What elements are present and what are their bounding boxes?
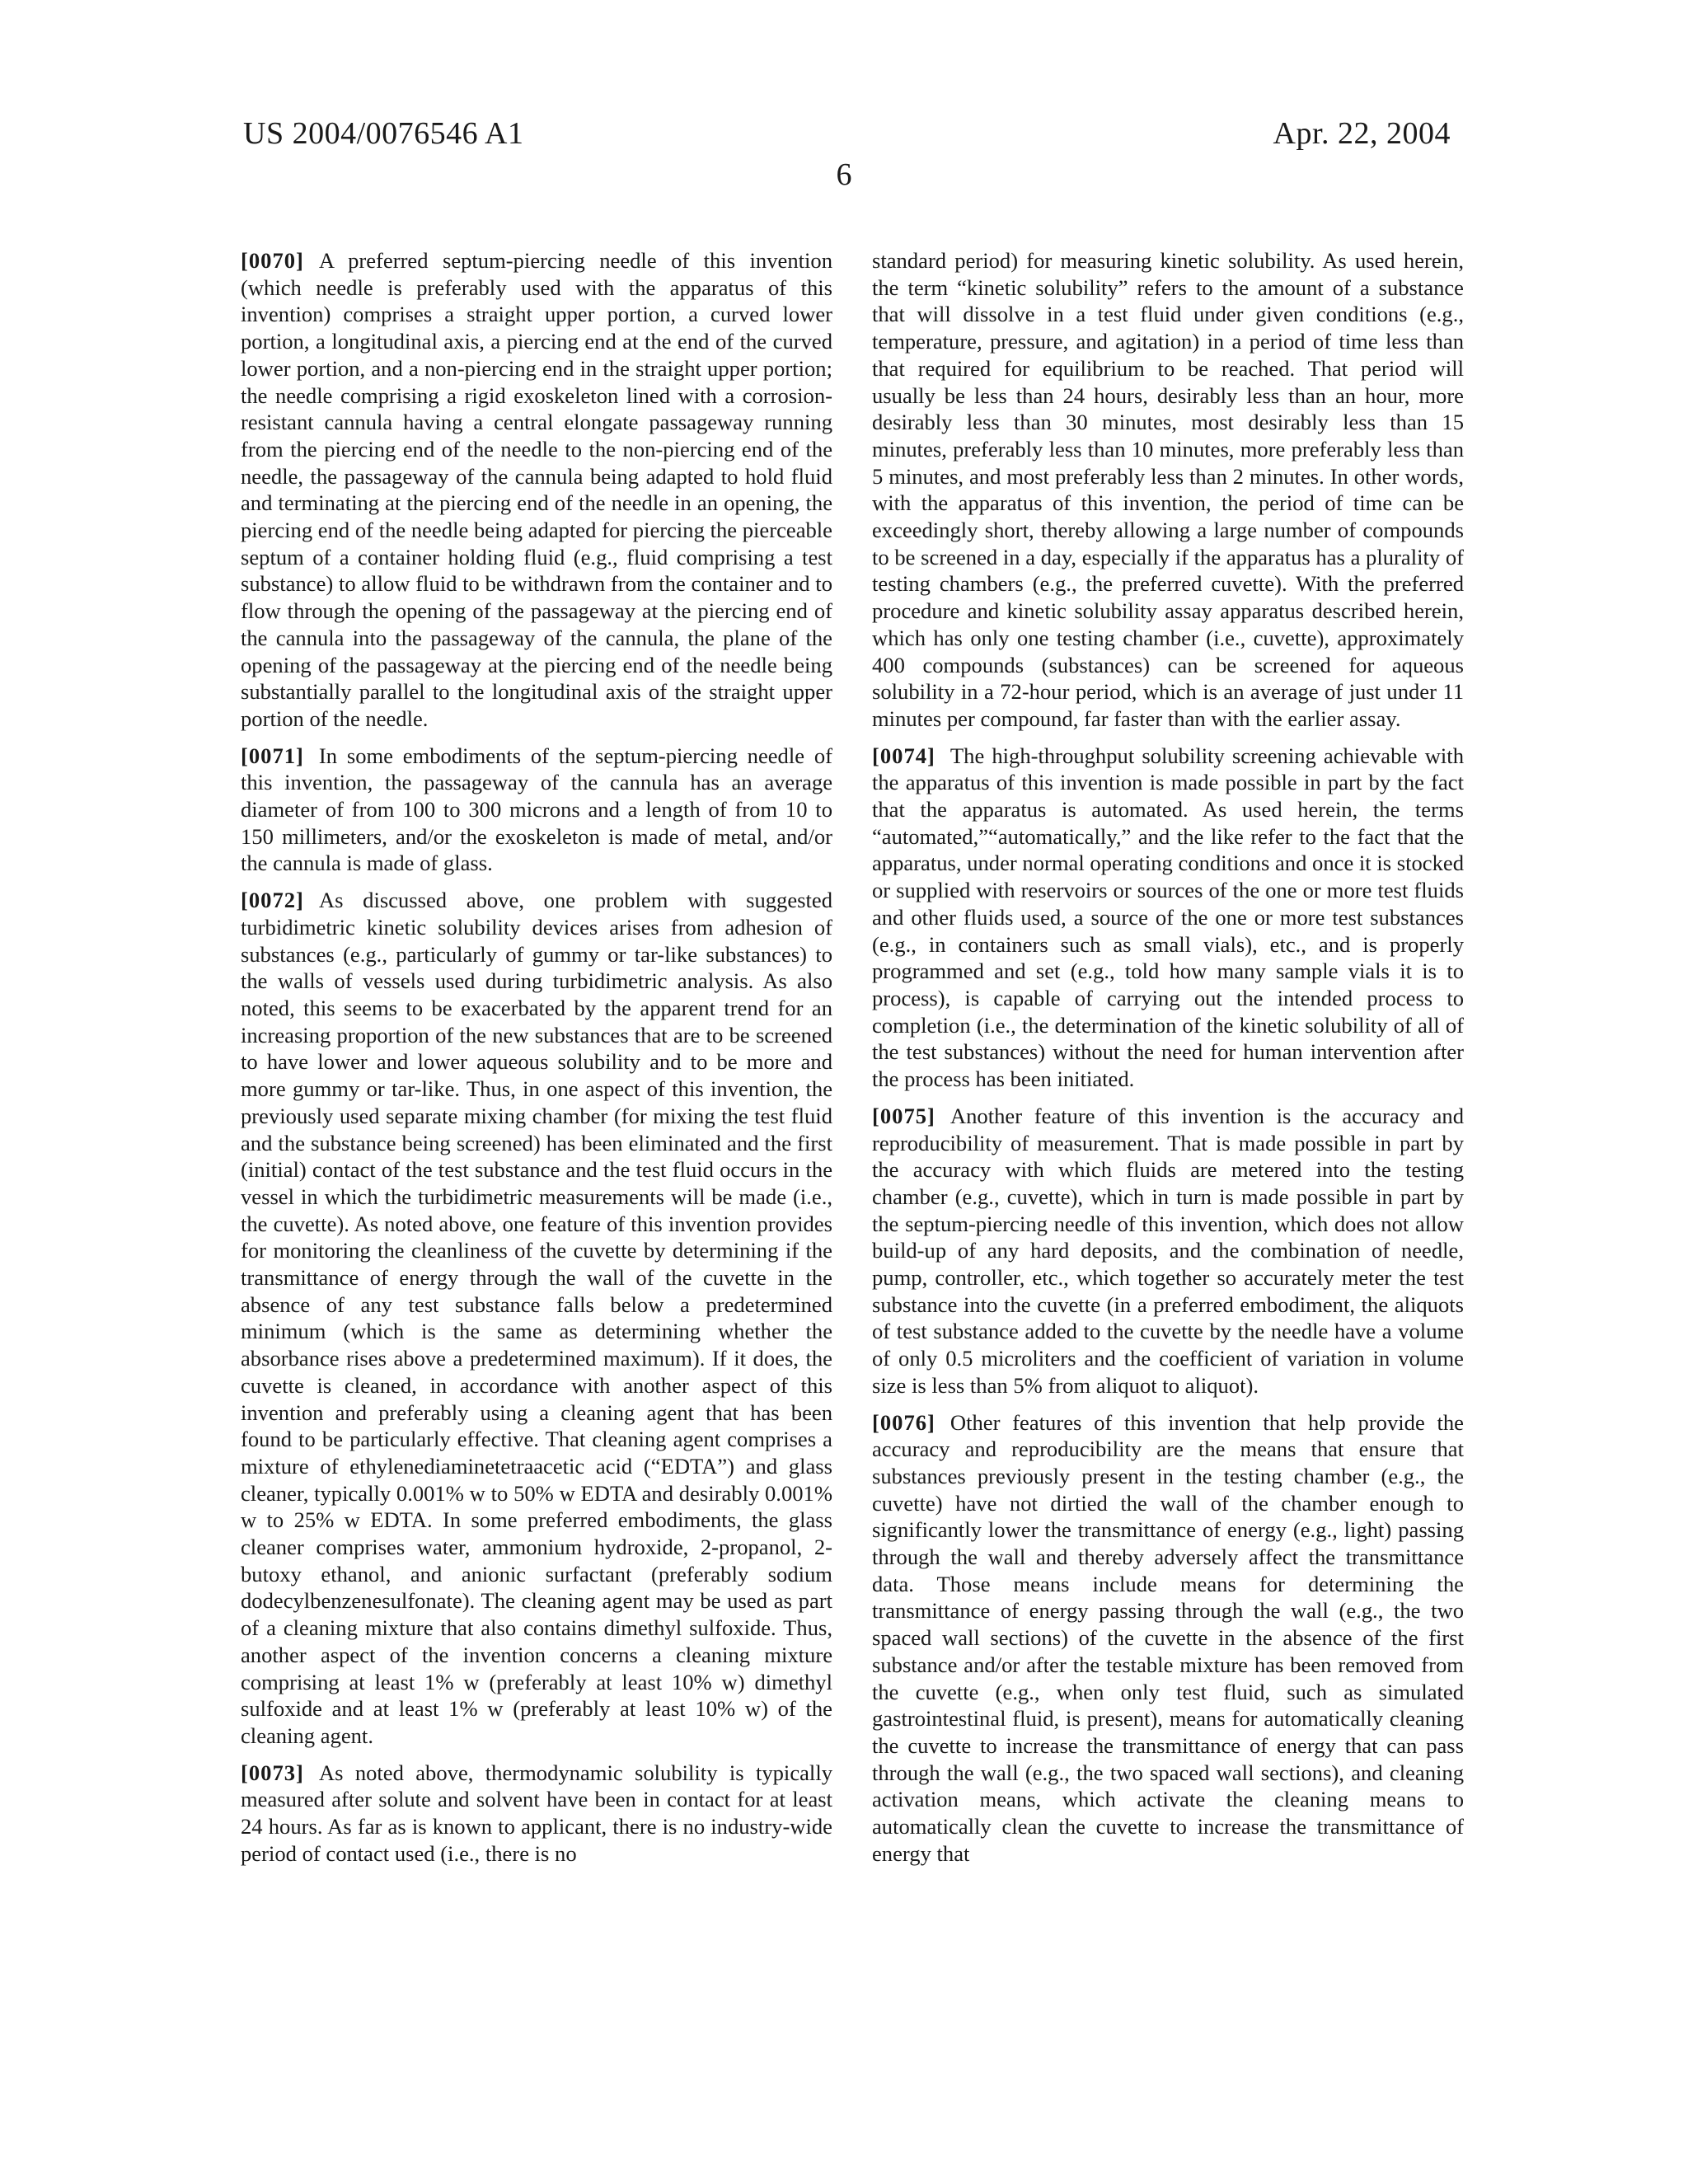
page-number: 6 (836, 157, 852, 192)
paragraph-0073-continued (872, 247, 1464, 733)
paragraph-0073 (241, 1760, 832, 1868)
paragraph-text: Other features of this invention that help provide the accuracy and reproducibility are the means that ensure that substances previously present in the testing chamber (e.g., the cuvette) have not dirtied the wall of the chamber enough to significantly lower the transmittance of energy (e.g., light) passing through the wall and thereby adversely affect the transmittance data. Those means include means for determining the transmittance of energy passing through the wall (e.g., the two spaced wall sections) of the cuvette in the absence of the first substance and/or after the testable mixture has been removed from the cuvette (e.g., when only test fluid, such as simulated gastrointestinal fluid, is present), means for automatically cleaning the cuvette to increase the transmittance of energy that can pass through the wall (e.g., the two spaced wall sections), and cleaning activation means, which activate the cleaning means to automatically clean the cuvette to increase the transmittance of energy that (872, 1409, 1464, 1866)
paragraph-number: [0071] (241, 743, 304, 768)
paragraph-number: [0076] (872, 1409, 935, 1435)
paragraph-number: [0074] (872, 743, 935, 768)
paragraph-number: [0070] (241, 248, 304, 273)
paragraph-text: The high-throughput solubility screening achievable with the apparatus of this invention is made possible in part by the fact that the apparatus is automated. As used herein, the terms “automated,”“automatically,” and the like refer to the fact that the apparatus, under normal operating conditions and once it is stocked or supplied with reservoirs or sources of the one or more test fluids and other fluids used, a source of the one or more test substances (e.g., in containers such as small vials), etc., and is properly programmed and set (e.g., told how many sample vials it is to process), is capable of carrying out the intended process to completion (i.e., the determination of the kinetic solubility of all of the test substances) without the need for human intervention after the process has been initiated. (872, 743, 1464, 1092)
paragraph-0072 (241, 887, 832, 1750)
paragraph-text: As noted above, thermodynamic solubility is typically measured after solute and solvent have been in contact for at least 24 hours. As far as is known to applicant, there is no industry-wide period of contact used (i.e., there is no (241, 1760, 832, 1866)
left-column (241, 247, 832, 1877)
paragraph-0075 (872, 1103, 1464, 1399)
paragraph-number: [0073] (241, 1760, 304, 1785)
paragraph-text: Another feature of this invention is the accuracy and reproducibility of measurement. That is made possible in part by the accuracy with which fluids are metered into the testing chamber (e.g., cuvette), which in turn is made possible in part by the septum-piercing needle of this invention, which does not allow build-up of any hard deposits, and the combination of needle, pump, controller, etc., which together so accurately meter the test substance into the cuvette (in a preferred embodiment, the aliquots of test substance added to the cuvette by the needle have a volume of only 0.5 microliters and the coefficient of variation in volume size is less than 5% from aliquot to aliquot). (872, 1103, 1464, 1398)
paragraph-text: A preferred septum-piercing needle of this invention (which needle is preferably used with the apparatus of this invention) comprises a straight upper portion, a curved lower portion, a longitudinal axis, a piercing end at the end of the curved lower portion, and a non-piercing end in the straight upper portion; the needle comprising a rigid exoskeleton lined with a corrosion-resistant cannula having a central elongate passageway running from the piercing end of the needle to the non-piercing end of the needle, the passageway of the cannula being adapted to hold fluid and terminating at the piercing end of the needle in an opening, the piercing end of the needle being adapted for piercing the pierceable septum of a container holding fluid (e.g., fluid comprising a test substance) to allow fluid to be withdrawn from the container and to flow through the opening of the passageway at the piercing end of the cannula into the passageway of the cannula, the plane of the opening of the passageway at the piercing end of the needle being substantially parallel to the longitudinal axis of the straight upper portion of the needle. (241, 248, 832, 731)
paragraph-text: As discussed above, one problem with suggested turbidimetric kinetic solubility devices arises from adhesion of substances (e.g., particularly of gummy or tar-like substances) to the walls of vessels used during turbidimetric analysis. As also noted, this seems to be exacerbated by the apparent trend for an increasing proportion of the new substances that are to be screened to have lower and lower aqueous solubility and to be more and more gummy or tar-like. Thus, in one aspect of this invention, the previously used separate mixing chamber (for mixing the test fluid and the substance being screened) has been eliminated and the first (initial) contact of the test substance and the test fluid occurs in the vessel in which the turbidimetric measurements will be made (i.e., the cuvette). As noted above, one feature of this invention provides for monitoring the cleanliness of the cuvette by determining if the transmittance of energy through the wall of the cuvette in the absence of any test substance falls below a predetermined minimum (which is the same as determining whether the absorbance rises above a predetermined maximum). If it does, the cuvette is cleaned, in accordance with another aspect of this invention and preferably using a cleaning agent that has been found to be particularly effective. That cleaning agent comprises a mixture of ethylenediaminetetraacetic acid (“EDTA”) and glass cleaner, typically 0.001% w to 50% w EDTA and desirably 0.001% w to 25% w EDTA. In some preferred embodiments, the glass cleaner comprises water, ammonium hydroxide, 2-propanol, 2-butoxy ethanol, and anionic surfactant (preferably sodium dodecylbenzenesulfonate). The cleaning agent may be used as part of a cleaning mixture that also contains dimethyl sulfoxide. Thus, another aspect of the invention concerns a cleaning mixture comprising at least 1% w (preferably at least 10% w) dimethyl sulfoxide and at least 1% w (preferably at least 10% w) of the cleaning agent. (241, 888, 832, 1748)
paragraph-0076 (872, 1409, 1464, 1868)
paragraph-text: standard period) for measuring kinetic solubility. As used herein, the term “kinetic solubility” refers to the amount of a substance that will dissolve in a test fluid under given conditions (e.g., temperature, pressure, and agitation) in a period of time less than that required for equilibrium to be reached. That period will usually be less than 24 hours, desirably less than an hour, more desirably less than 30 minutes, most desirably less than 15 minutes, preferably less than 10 minutes, more preferably less than 5 minutes, and most preferably less than 2 minutes. In other words, with the apparatus of this invention, the period of time can be exceedingly short, thereby allowing a large number of compounds to be screened in a day, especially if the apparatus has a plurality of testing chambers (e.g., the preferred cuvette). With the preferred procedure and kinetic solubility assay apparatus described herein, which has only one testing chamber (i.e., cuvette), approximately 400 compounds (substances) can be screened for aqueous solubility in a 72-hour period, which is an average of just under 11 minutes per compound, far faster than with the earlier assay. (872, 248, 1464, 731)
paragraph-text: In some embodiments of the septum-piercing needle of this invention, the passageway of the cannula has an average diameter of from 100 to 300 microns and a length of from 10 to 150 millimeters, and/or the exoskeleton is made of metal, and/or the cannula is made of glass. (241, 743, 832, 876)
paragraph-0071 (241, 743, 832, 878)
paragraph-number: [0072] (241, 888, 304, 913)
publication-number: US 2004/0076546 A1 (243, 116, 524, 151)
right-column (872, 247, 1464, 1877)
paragraph-0070 (241, 247, 832, 733)
paragraph-number: [0075] (872, 1103, 935, 1128)
publication-date: Apr. 22, 2004 (1273, 116, 1451, 151)
paragraph-0074 (872, 743, 1464, 1093)
